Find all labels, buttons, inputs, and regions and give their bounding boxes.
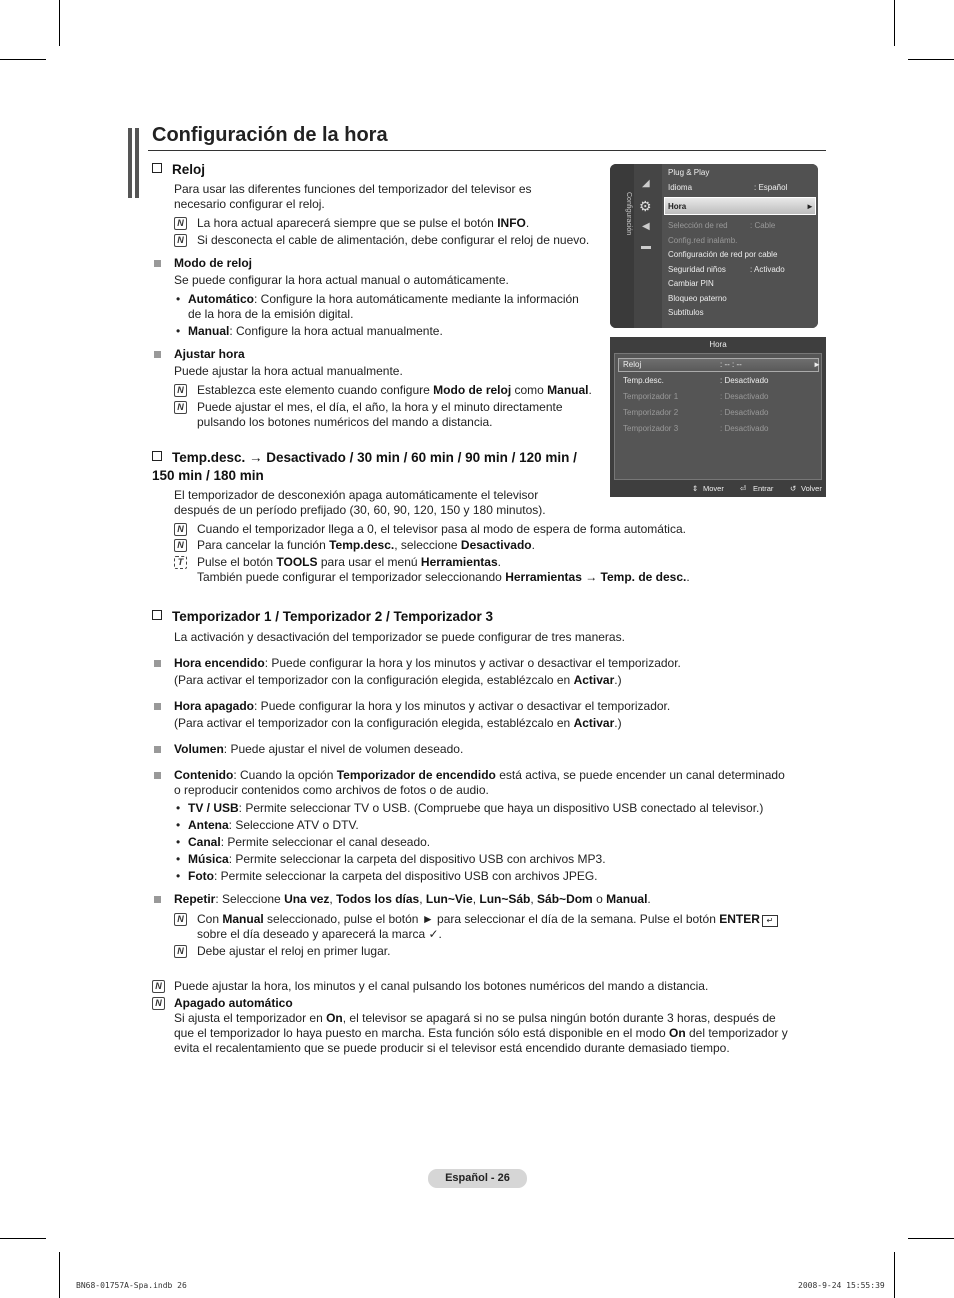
- bullet-icon: •: [176, 852, 181, 866]
- bullet-icon: •: [176, 835, 181, 849]
- square-bullet-icon: [154, 260, 161, 267]
- arrow-right-icon: ►: [806, 202, 814, 211]
- menu-side: [610, 164, 634, 328]
- menu-item[interactable]: Seguridad niños: [668, 265, 726, 274]
- menu-item[interactable]: Selección de red: [668, 221, 728, 230]
- menu-item[interactable]: Configuración de red por cable: [668, 250, 778, 259]
- file-info: BN68-01757A-Spa.indb 26: [76, 1281, 187, 1290]
- bullet-icon: •: [176, 324, 181, 338]
- menu-item[interactable]: Config.red inalámb.: [668, 236, 738, 245]
- timers-contenido: Contenido: Cuando la opción Temporizador de encendido está activa, se puede encender un canal determinado o reproducir contenidos como archivos de fotos o de audio.: [174, 768, 785, 797]
- menu-item-value: : Desactivado: [720, 376, 769, 385]
- menu-highlight: [618, 358, 819, 372]
- foot-back: Volver: [801, 484, 822, 493]
- page-title: Configuración de la hora: [152, 124, 388, 146]
- timers-off2: (Para activar el temporizador con la configuración elegida, establézcalo en Activar.): [174, 716, 622, 730]
- tempdesc-note1: Cuando el temporizador llega a 0, el televisor pasa al modo de espera de forma automática.: [197, 522, 686, 536]
- bottom-note1: Puede ajustar la hora, los minutos y el canal pulsando los botones numéricos del mando a distancia.: [174, 979, 709, 993]
- reloj-note1: La hora actual aparecerá siempre que se pulse el botón INFO.: [197, 216, 530, 230]
- square-bullet-icon: [154, 351, 161, 358]
- reloj-heading: Reloj: [152, 162, 205, 177]
- square-bullet-icon: [154, 772, 161, 779]
- contenido-canal: Canal: Permite seleccionar el canal deseado.: [188, 835, 431, 849]
- menu-item[interactable]: Temporizador 3: [623, 424, 679, 433]
- tempdesc-note2: Para cancelar la función Temp.desc., seleccione Desactivado.: [197, 538, 535, 552]
- checkbox-icon: [152, 610, 162, 620]
- tempdesc-tools2: También puede configurar el temporizador seleccionando Herramientas → Temp. de desc..: [197, 570, 690, 584]
- tempdesc-text: El temporizador de desconexión apaga automáticamente el televisor después de un período prefijado (30, 60, 90, 120, 150 y 180 minutos).: [174, 488, 546, 517]
- print-date: 2008-9-24 15:55:39: [798, 1281, 885, 1290]
- ajustar-note2: Puede ajustar el mes, el día, el año, la hora y el minuto directamente pulsando los botones numéricos del mando a distancia.: [197, 400, 563, 429]
- move-icon: ⇕: [692, 484, 699, 493]
- menu-item-value: : Desactivado: [720, 408, 769, 417]
- contenido-musica: Música: Permite seleccionar la carpeta del dispositivo USB con archivos MP3.: [188, 852, 606, 866]
- tempdesc-tools: Pulse el botón TOOLS para usar el menú Herramientas.: [197, 555, 501, 569]
- tools-icon: T: [174, 556, 187, 569]
- note-icon: N: [152, 980, 165, 993]
- gear-icon: ⚙: [639, 198, 652, 214]
- arrow-right-icon: ►: [813, 360, 821, 369]
- menu-item-value: : Activado: [750, 265, 785, 274]
- bullet-icon: •: [176, 818, 181, 832]
- modo-manual: Manual: Configure la hora actual manualmente.: [188, 324, 443, 338]
- note-icon: N: [174, 913, 187, 926]
- note-icon: N: [174, 401, 187, 414]
- menu-item[interactable]: Cambiar PIN: [668, 279, 714, 288]
- menu-item[interactable]: Temp.desc.: [623, 376, 664, 385]
- menu-item-reloj[interactable]: Reloj: [623, 360, 642, 369]
- modo-text: Se puede configurar la hora actual manual o automáticamente.: [174, 273, 509, 287]
- timers-on: Hora encendido: Puede configurar la hora y los minutos y activar o desactivar el temporizador.: [174, 656, 681, 670]
- note-icon: N: [174, 523, 187, 536]
- return-icon: ↺: [790, 484, 797, 493]
- contenido-foto: Foto: Permite seleccionar la carpeta del dispositivo USB con archivos JPEG.: [188, 869, 598, 883]
- timers-heading: Temporizador 1 / Temporizador 2 / Temporizador 3: [152, 609, 493, 624]
- menu-list: [662, 164, 818, 328]
- menu-item[interactable]: Plug & Play: [668, 168, 710, 177]
- menu-item[interactable]: Idioma: [668, 183, 693, 192]
- apagado-text: Si ajusta el temporizador en On, el televisor se apagará si no se pulsa ningún botón durante 3 horas, después de que el temporizador lo haya puesto en marcha. Esta función sólo está disponible en el modo On del temporizador y evita el recalentamiento que se puede producir si el televisor está encendido durante demasiado tiempo.: [174, 1011, 788, 1055]
- menu-icon-column: [634, 164, 662, 328]
- timers-repetir: Repetir: Seleccione Una vez, Todos los días, Lun~Vie, Lun~Sáb, Sáb~Dom o Manual.: [174, 892, 651, 906]
- time-menu-panel: [614, 353, 822, 480]
- title-rule: [148, 150, 826, 151]
- tempdesc-heading: Temp.desc. → Desactivado / 30 min / 60 min / 90 min / 120 min / 150 min / 180 min: [152, 450, 577, 483]
- square-bullet-icon: [154, 746, 161, 753]
- enter-icon: ⏎: [740, 484, 747, 493]
- channel-icon: ◀: [642, 221, 650, 232]
- bullet-icon: •: [176, 869, 181, 883]
- square-bullet-icon: [154, 896, 161, 903]
- repetir-note2: Debe ajustar el reloj en primer lugar.: [197, 944, 391, 958]
- menu-item[interactable]: Temporizador 1: [623, 392, 679, 401]
- checkbox-icon: [152, 163, 162, 173]
- menu-item-value: : Cable: [750, 221, 776, 230]
- time-menu-screenshot: [610, 337, 826, 497]
- square-bullet-icon: [154, 660, 161, 667]
- checkmark-icon: ✓: [428, 927, 439, 941]
- note-icon: N: [174, 539, 187, 552]
- modo-title: Modo de reloj: [174, 256, 252, 270]
- note-icon: N: [174, 217, 187, 230]
- ajustar-text: Puede ajustar la hora actual manualmente.: [174, 364, 403, 378]
- timers-off: Hora apagado: Puede configurar la hora y los minutos y activar o desactivar el temporizador.: [174, 699, 671, 713]
- contenido-tvusb: TV / USB: Permite seleccionar TV o USB. (Compruebe que haya un dispositivo USB conectado al televisor.): [188, 801, 764, 815]
- modo-auto: Automático: Configure la hora automáticamente mediante la información de la hora de la emisión digital.: [188, 292, 579, 321]
- menu-item-value: : Desactivado: [720, 424, 769, 433]
- page-number: Español - 26: [428, 1169, 527, 1188]
- foot-enter: Entrar: [753, 484, 774, 493]
- menu-item-hora[interactable]: Hora: [668, 202, 687, 211]
- menu-item[interactable]: Subtítulos: [668, 308, 704, 317]
- apagado-title: Apagado automático: [174, 996, 293, 1010]
- enter-icon: ↵: [762, 915, 778, 927]
- reloj-intro: Para usar las diferentes funciones del temporizador del televisor es necesario configurar el reloj.: [174, 182, 532, 211]
- bullet-icon: •: [176, 801, 181, 815]
- timers-volumen: Volumen: Puede ajustar el nivel de volumen deseado.: [174, 742, 464, 756]
- menu-item-value: : Desactivado: [720, 392, 769, 401]
- square-bullet-icon: [154, 703, 161, 710]
- menu-side-label: Configuración: [625, 192, 632, 236]
- menu-item[interactable]: Temporizador 2: [623, 408, 679, 417]
- time-menu-footer: [610, 480, 826, 497]
- repetir-note1: Con Manual seleccionado, pulse el botón ► para seleccionar el día de la semana. Pulse el botón ENTER ↵ sobre el día deseado y aparecerá la marca ✓.: [197, 912, 811, 942]
- ajustar-note1: Establezca este elemento cuando configure Modo de reloj como Manual.: [197, 383, 592, 397]
- reloj-note2: Si desconecta el cable de alimentación, debe configurar el reloj de nuevo.: [197, 233, 590, 247]
- note-icon: N: [174, 384, 187, 397]
- note-icon: N: [174, 234, 187, 247]
- picture-icon: ◢: [642, 178, 650, 189]
- timers-text: La activación y desactivación del temporizador se puede configurar de tres maneras.: [174, 630, 625, 644]
- bullet-icon: •: [176, 292, 181, 306]
- menu-highlight: [664, 197, 816, 215]
- input-icon: ▬: [641, 241, 651, 252]
- note-icon: N: [174, 945, 187, 958]
- menu-item-value: : -- : --: [720, 360, 742, 369]
- setup-menu-screenshot: [610, 164, 818, 328]
- contenido-antena: Antena: Seleccione ATV o DTV.: [188, 818, 359, 832]
- time-menu-title: Hora: [709, 340, 727, 349]
- checkbox-icon: [152, 451, 162, 461]
- menu-item[interactable]: Bloqueo paterno: [668, 294, 727, 303]
- ajustar-title: Ajustar hora: [174, 347, 245, 361]
- note-icon: N: [152, 997, 165, 1010]
- menu-item-value: : Español: [754, 183, 788, 192]
- timers-on2: (Para activar el temporizador con la configuración elegida, establézcalo en Activar.): [174, 673, 622, 687]
- foot-move: Mover: [703, 484, 724, 493]
